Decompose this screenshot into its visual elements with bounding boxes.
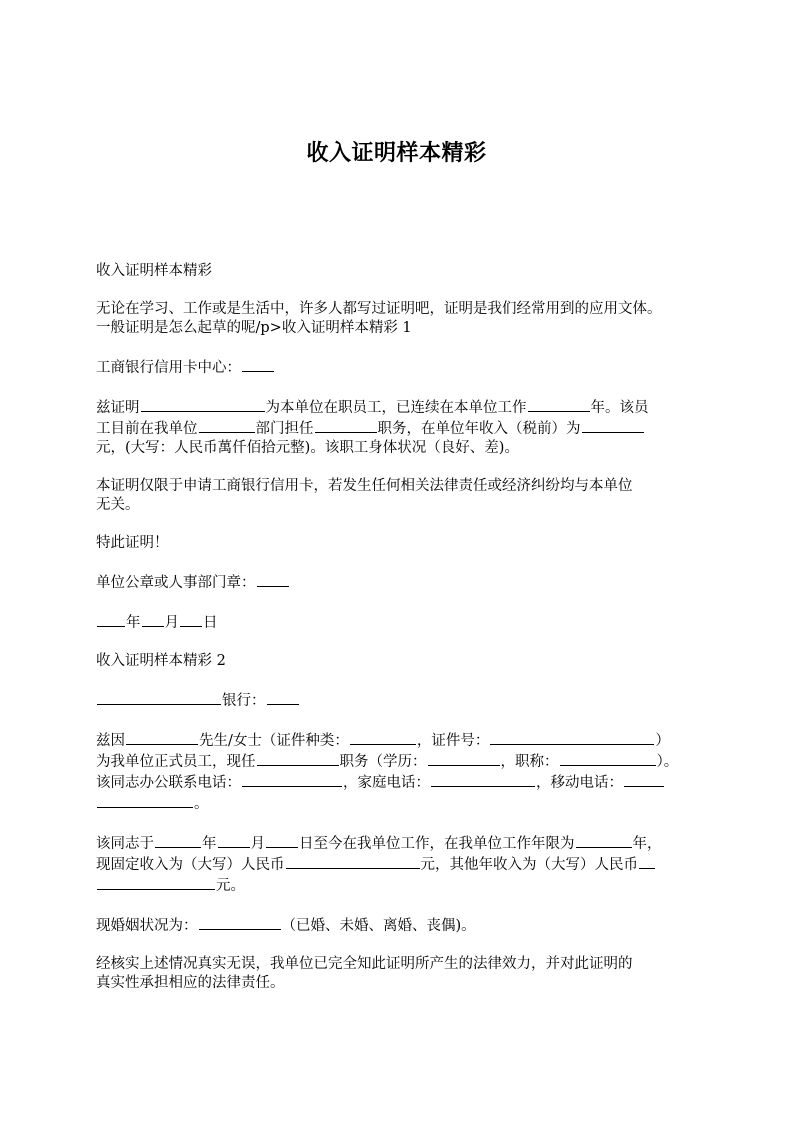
date-month-blank[interactable] bbox=[142, 612, 164, 627]
work-text-1b: 年 bbox=[202, 836, 217, 852]
emp-text-2d: ）。 bbox=[656, 754, 679, 770]
certify-text-2c: 职务，在单位年收入（税前）为 bbox=[377, 421, 581, 437]
limit-line-2: 无关。 bbox=[96, 497, 140, 513]
document-title: 收入证明样本精彩 bbox=[306, 140, 487, 166]
sample2-heading: 收入证明样本精彩 2 bbox=[96, 653, 226, 669]
emp-text-3c: ，移动电话： bbox=[536, 775, 623, 791]
work-text-1e: 年， bbox=[632, 836, 662, 852]
limit-paragraph bbox=[96, 477, 716, 515]
work-text-2a: 现固定收入为（大写）人民币 bbox=[96, 857, 285, 873]
id-type-blank[interactable] bbox=[350, 730, 416, 745]
document-body bbox=[96, 262, 716, 1012]
date-line bbox=[96, 612, 716, 633]
emp-text-1c: ，证件号： bbox=[416, 733, 490, 749]
recipient-text: 工商银行信用卡中心： bbox=[96, 360, 241, 376]
certify-text-3: 元，(大写：人民币萬仟佰拾元整)。该职工身体状况（良好、差)。 bbox=[96, 440, 519, 456]
intro-line-2: 一般证明是怎么起草的呢/p>收入证明样本精彩 1 bbox=[96, 320, 412, 336]
department-blank[interactable] bbox=[199, 418, 255, 433]
certify-text-1c: 年。该员 bbox=[590, 400, 649, 416]
date-day-label: 日 bbox=[203, 615, 218, 631]
bank-blank[interactable] bbox=[267, 690, 299, 705]
certify-text-2a: 工目前在我单位 bbox=[96, 421, 198, 437]
bank-name-blank[interactable] bbox=[97, 690, 221, 705]
other-income-blank[interactable] bbox=[639, 854, 655, 869]
work-text-3: 元。 bbox=[216, 878, 245, 894]
emp-text-2c: ，职称： bbox=[500, 754, 559, 770]
home-phone-blank[interactable] bbox=[431, 772, 535, 787]
income-blank[interactable] bbox=[582, 418, 644, 433]
intro-line-1: 无论在学习、工作或是生活中，许多人都写过证明吧，证明是我们经常用到的应用文体。 bbox=[96, 301, 662, 317]
seal-text: 单位公章或人事部门章： bbox=[96, 575, 256, 591]
date-year-blank[interactable] bbox=[97, 612, 125, 627]
limit-line-1: 本证明仅限于申请工商银行信用卡，若发生任何相关法律责任或经济纠纷均与本单位 bbox=[96, 478, 633, 494]
years-blank[interactable] bbox=[528, 397, 590, 412]
emp-text-2b: 职务（学历： bbox=[339, 754, 427, 770]
emp-text-3b: ，家庭电话： bbox=[343, 775, 430, 791]
marital-text-b: （已婚、未婚、离婚、丧偶)。 bbox=[281, 918, 476, 934]
name-blank[interactable] bbox=[141, 397, 265, 412]
recipient-line bbox=[96, 357, 716, 378]
emp-text-1a: 兹因 bbox=[96, 733, 125, 749]
date-month-label: 月 bbox=[164, 615, 179, 631]
start-day-blank[interactable] bbox=[266, 833, 298, 848]
work-text-2b: 元，其他年收入为（大写）人民币 bbox=[420, 857, 638, 873]
work-text-1c: 月 bbox=[250, 836, 265, 852]
intro-paragraph bbox=[96, 300, 716, 338]
education-blank[interactable] bbox=[428, 751, 500, 766]
emp-text-3a: 该同志办公联系电话： bbox=[96, 775, 241, 791]
recipient-blank[interactable] bbox=[242, 357, 274, 372]
certify-text-1a: 兹证明 bbox=[96, 400, 140, 416]
work-text-1a: 该同志于 bbox=[96, 836, 154, 852]
verify-paragraph bbox=[96, 955, 716, 993]
other-income-blank-cont[interactable] bbox=[97, 875, 215, 890]
bank-label: 银行： bbox=[222, 693, 266, 709]
bank-line bbox=[96, 690, 716, 711]
seal-blank[interactable] bbox=[257, 572, 289, 587]
seal-line bbox=[96, 572, 716, 593]
work-years-blank[interactable] bbox=[576, 833, 632, 848]
certify-text-1b: 为本单位在职员工，已连续在本单位工作 bbox=[265, 400, 527, 416]
position-blank[interactable] bbox=[315, 418, 377, 433]
verify-line-1: 经核实上述情况真实无误，我单位已完全知此证明所产生的法律效力，并对此证明的 bbox=[96, 956, 633, 972]
intro-subtitle: 收入证明样本精彩 bbox=[96, 263, 212, 279]
office-phone-blank[interactable] bbox=[242, 772, 342, 787]
id-number-blank[interactable] bbox=[490, 730, 654, 745]
start-year-blank[interactable] bbox=[155, 833, 201, 848]
certify-text-2b: 部门担任 bbox=[255, 421, 314, 437]
mobile-phone-blank[interactable] bbox=[624, 772, 664, 787]
professional-title-blank[interactable] bbox=[560, 751, 656, 766]
work-paragraph bbox=[96, 833, 716, 896]
certify-paragraph bbox=[96, 397, 716, 458]
fixed-income-blank[interactable] bbox=[286, 854, 420, 869]
special-statement: 特此证明！ bbox=[96, 535, 169, 551]
start-month-blank[interactable] bbox=[218, 833, 250, 848]
marital-line bbox=[96, 915, 716, 936]
date-year-label: 年 bbox=[126, 615, 141, 631]
mobile-phone-blank-cont[interactable] bbox=[97, 793, 193, 808]
emp-name-blank[interactable] bbox=[126, 730, 198, 745]
marital-text-a: 现婚姻状况为： bbox=[96, 918, 198, 934]
emp-text-4: 。 bbox=[194, 796, 209, 812]
date-day-blank[interactable] bbox=[180, 612, 202, 627]
emp-text-1b: 先生/女士（证件种类： bbox=[199, 733, 349, 749]
work-text-1d: 日至今在我单位工作，在我单位工作年限为 bbox=[299, 836, 575, 852]
job-title-blank[interactable] bbox=[257, 751, 339, 766]
employee-paragraph bbox=[96, 730, 716, 814]
emp-text-2a: 为我单位正式员工，现任 bbox=[96, 754, 256, 770]
emp-text-1d: ） bbox=[655, 733, 670, 749]
marital-blank[interactable] bbox=[199, 915, 281, 930]
verify-line-2: 真实性承担相应的法律责任。 bbox=[96, 975, 285, 991]
